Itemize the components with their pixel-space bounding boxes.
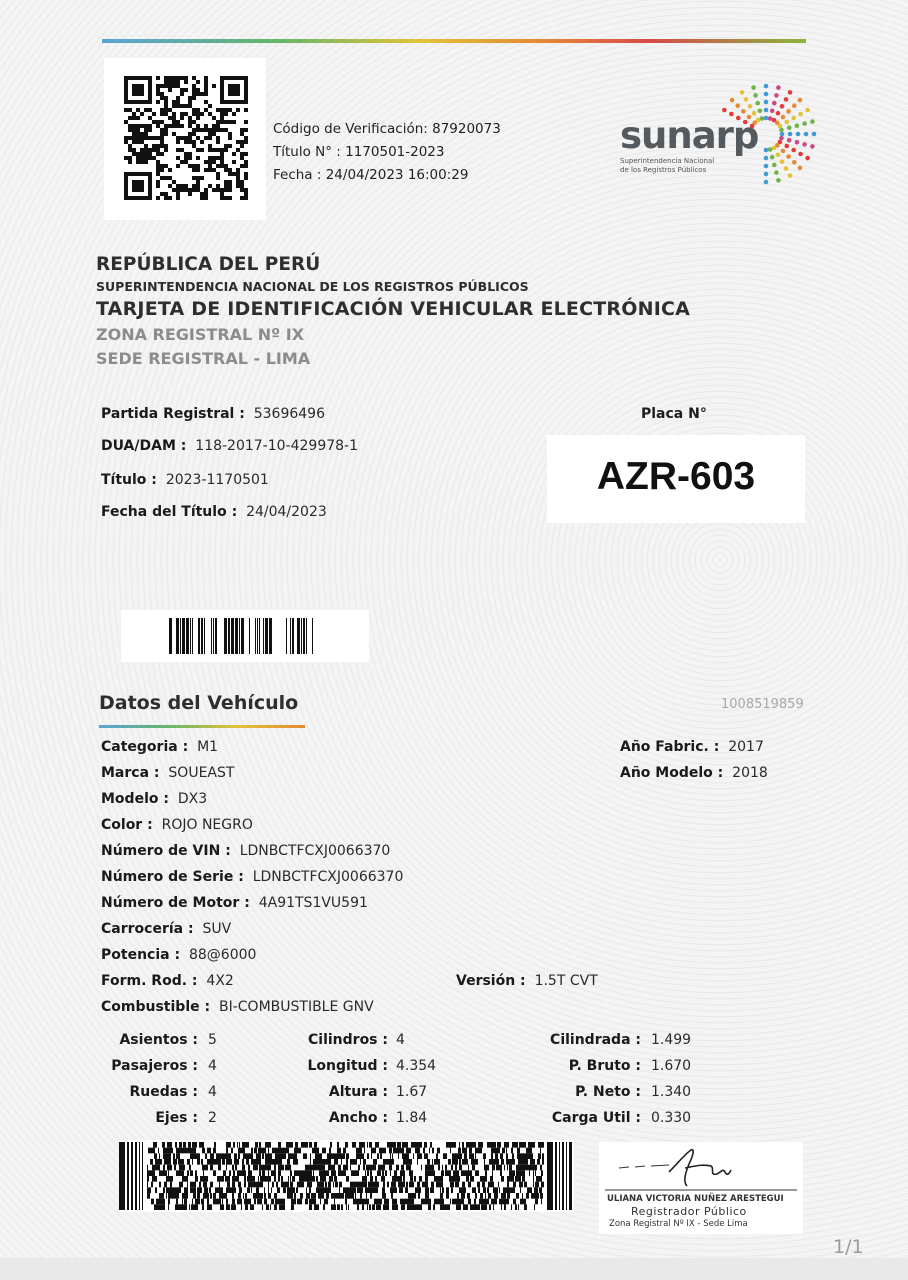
partida-registral (101, 406, 325, 422)
pasajeros-label: Pasajeros : (111, 1058, 198, 1074)
carga-util-value: 0.330 (651, 1110, 692, 1126)
dua-label: DUA/DAM : (101, 438, 187, 454)
vin-label: Número de VIN : (101, 843, 231, 859)
signatory-role: Registrador Público (631, 1205, 747, 1218)
serie-value: LDNBCTFCXJ0066370 (252, 869, 404, 885)
anio-fabricacion (620, 739, 764, 755)
placa-number: AZR-603 (596, 455, 756, 498)
pdf417-barcode (119, 1140, 574, 1212)
numero-motor (101, 895, 368, 911)
cilindrada-value: 1.499 (651, 1032, 692, 1048)
heading-superintendencia: SUPERINTENDENCIA NACIONAL DE LOS REGISTROS PÚBLICOS (96, 279, 529, 294)
motor-label: Número de Motor : (101, 895, 250, 911)
partida-label: Partida Registral : (101, 406, 245, 422)
anio-mod-value: 2018 (732, 765, 768, 781)
longitud-value: 4.354 (396, 1058, 437, 1074)
formrod-label: Form. Rod. : (101, 973, 198, 989)
logo-sub-line1: Superintendencia Nacional (620, 157, 715, 165)
formrod-value: 4X2 (206, 973, 234, 989)
heading-sede: SEDE REGISTRAL - LIMA (96, 349, 311, 368)
ruedas-value: 4 (208, 1084, 217, 1100)
marca (101, 765, 234, 781)
potencia (101, 947, 256, 963)
section-underline (99, 725, 305, 728)
potencia-value: 88@6000 (188, 947, 257, 963)
carroceria-value: SUV (202, 921, 232, 937)
ejes-value: 2 (208, 1110, 217, 1126)
categoria-label: Categoria : (101, 739, 189, 755)
version-value: 1.5T CVT (534, 973, 598, 989)
sunarp-logo-word: sunarp (620, 114, 759, 157)
anio-fab-label: Año Fabric. : (620, 739, 720, 755)
heading-republic: REPÚBLICA DEL PERÚ (96, 254, 321, 275)
fecha-titulo-value: 24/04/2023 (246, 504, 327, 520)
vin-value: LDNBCTFCXJ0066370 (239, 843, 391, 859)
marca-value: SOUEAST (168, 765, 235, 781)
anio-mod-label: Año Modelo : (620, 765, 724, 781)
page-indicator: 1/1 (833, 1236, 864, 1258)
modelo-label: Modelo : (101, 791, 169, 807)
marca-label: Marca : (101, 765, 160, 781)
ejes-label: Ejes : (155, 1110, 198, 1126)
section-title: Datos del Vehículo (99, 692, 299, 714)
peso-neto-label: P. Neto : (575, 1084, 641, 1100)
combustible-label: Combustible : (101, 999, 211, 1015)
heading-zona: ZONA REGISTRAL Nº IX (96, 325, 305, 344)
carroceria-label: Carrocería : (101, 921, 194, 937)
motor-value: 4A91TS1VU591 (258, 895, 368, 911)
ancho-label: Ancho : (328, 1110, 388, 1126)
peso-bruto-value: 1.670 (651, 1058, 692, 1074)
placa-label: Placa N° (641, 406, 707, 422)
numero-serie (101, 869, 403, 885)
titulo (101, 472, 269, 488)
modelo (101, 791, 207, 807)
ruedas-label: Ruedas : (129, 1084, 198, 1100)
dua-dam (101, 438, 358, 454)
barcode-small-graphic (169, 618, 319, 654)
modelo-value: DX3 (177, 791, 208, 807)
dua-value: 118-2017-10-429978-1 (195, 438, 359, 454)
fecha-titulo-label: Fecha del Título : (101, 504, 238, 520)
issue-date: Fecha : 24/04/2023 16:00:29 (273, 167, 469, 183)
cilindros-value: 4 (396, 1032, 405, 1048)
anio-fab-value: 2017 (728, 739, 764, 755)
color-label: Color : (101, 817, 153, 833)
document-number: 1008519859 (721, 697, 804, 712)
titulo-value: 2023-1170501 (165, 472, 269, 488)
qr-code (104, 58, 266, 220)
carga-util-label: Carga Util : (551, 1110, 641, 1126)
combustible-value: BI-COMBUSTIBLE GNV (219, 999, 374, 1015)
altura-value: 1.67 (396, 1084, 428, 1100)
heading-card-title: TARJETA DE IDENTIFICACIÓN VEHICULAR ELECTRÓNICA (96, 298, 691, 320)
peso-bruto-label: P. Bruto : (568, 1058, 641, 1074)
anio-modelo (620, 765, 768, 781)
version-label: Versión : (456, 973, 526, 989)
top-color-stripe (102, 39, 806, 43)
peso-neto-value: 1.340 (651, 1084, 692, 1100)
asientos-value: 5 (208, 1032, 217, 1048)
title-number: Título N° : 1170501-2023 (273, 144, 445, 160)
carroceria (101, 921, 231, 937)
cilindrada-label: Cilindrada : (550, 1032, 641, 1048)
partida-value: 53696496 (253, 406, 325, 422)
qr-code-graphic (124, 76, 248, 200)
altura-label: Altura : (328, 1084, 388, 1100)
placa-box (547, 435, 805, 523)
fecha-titulo (101, 504, 327, 520)
numero-vin (101, 843, 390, 859)
combustible (101, 999, 374, 1015)
sunarp-logo (616, 76, 822, 192)
signature-block (599, 1142, 803, 1234)
form-rod (101, 973, 234, 989)
categoria (101, 739, 218, 755)
ancho-value: 1.84 (396, 1110, 428, 1126)
signatory-zone: Zona Registral Nº IX - Sede Lima (609, 1219, 748, 1229)
barcode-small (121, 610, 369, 662)
verification-code: Código de Verificación: 87920073 (273, 121, 501, 137)
titulo-label: Título : (101, 472, 157, 488)
serie-label: Número de Serie : (101, 869, 244, 885)
cilindros-label: Cilindros : (308, 1032, 388, 1048)
categoria-value: M1 (197, 739, 219, 755)
color (101, 817, 253, 833)
color-value: ROJO NEGRO (161, 817, 253, 833)
longitud-label: Longitud : (307, 1058, 388, 1074)
asientos-label: Asientos : (119, 1032, 198, 1048)
logo-sub-line2: de los Registros Públicos (620, 166, 707, 174)
pasajeros-value: 4 (208, 1058, 217, 1074)
potencia-label: Potencia : (101, 947, 181, 963)
version (456, 973, 598, 989)
signatory-name: ULIANA VICTORIA NUÑEZ ARESTEGUI (607, 1194, 784, 1204)
sunarp-logo-subtitle (620, 157, 714, 175)
pdf417-barcode-graphic (119, 1140, 574, 1212)
verification-block (273, 118, 501, 187)
